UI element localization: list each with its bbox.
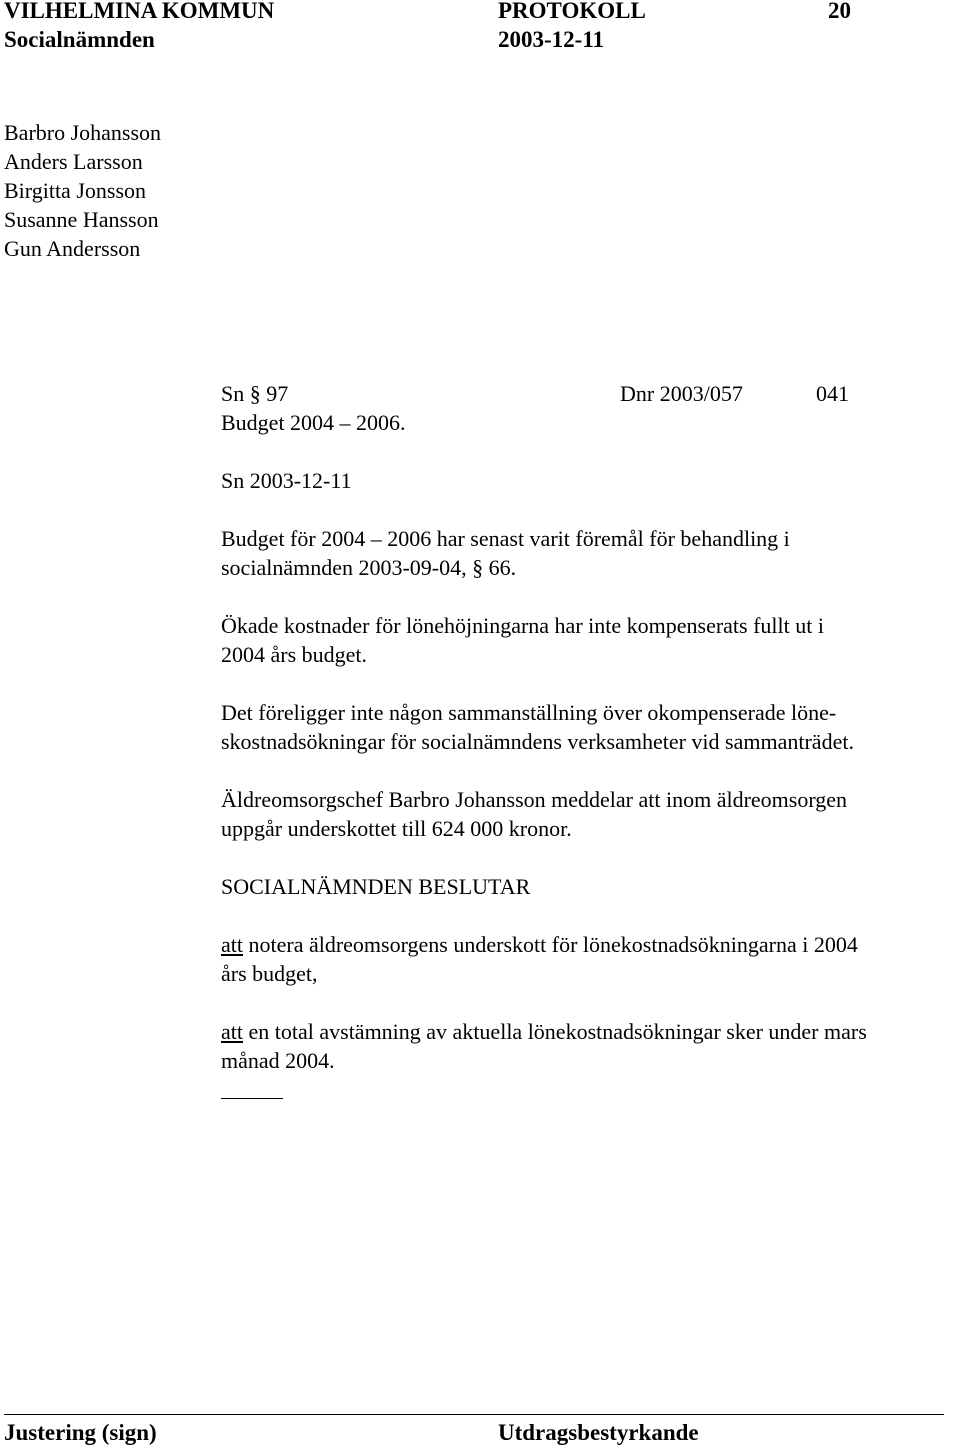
paragraph-line: Äldreomsorgschef Barbro Johansson meddelar att inom äldreomsorgen bbox=[221, 787, 848, 812]
section-symbol: § bbox=[249, 381, 261, 406]
att-word: att bbox=[221, 1019, 243, 1044]
decision-line bbox=[221, 1017, 867, 1046]
case-title: Budget 2004 – 2006. bbox=[221, 410, 406, 435]
document-type: PROTOKOLL bbox=[498, 0, 646, 23]
paragraph-1 bbox=[221, 524, 790, 582]
case-sn-label: Sn bbox=[221, 381, 245, 406]
decision-text: en total avstämning av aktuella lönekostnadsökningar sker under mars bbox=[248, 1019, 867, 1044]
footer-justering: Justering (sign) bbox=[4, 1420, 157, 1445]
paragraph-line: Ökade kostnader för lönehöjningarna har inte kompenserats fullt ut i bbox=[221, 613, 824, 638]
paragraph-3 bbox=[221, 698, 854, 756]
paragraph-line: 2004 års budget. bbox=[221, 642, 368, 667]
case-section-number: 97 bbox=[266, 381, 289, 406]
attendee-name: Gun Andersson bbox=[4, 236, 141, 261]
meeting-date: 2003-12-11 bbox=[498, 27, 605, 52]
decision-text: notera äldreomsorgens underskott för lönekostnadsökningarna i 2004 bbox=[248, 932, 858, 957]
paragraph-line: skostnadsökningar för socialnämndens verksamheter vid sammanträdet. bbox=[221, 729, 854, 754]
attendee-list bbox=[4, 118, 161, 263]
section-symbol: § bbox=[472, 555, 484, 580]
case-dnr: Dnr 2003/057 bbox=[620, 381, 743, 406]
paragraph-line: Det föreligger inte någon sammanställning över okompenserade löne- bbox=[221, 700, 837, 725]
decision-line: års budget, bbox=[221, 961, 318, 986]
section-end-rule bbox=[221, 1098, 283, 1099]
paragraph-line: Budget för 2004 – 2006 har senast varit föremål för behandling i bbox=[221, 526, 790, 551]
decision-item-1 bbox=[221, 930, 858, 988]
footer-utdrag: Utdragsbestyrkande bbox=[498, 1420, 699, 1445]
paragraph-text: socialnämnden 2003-09-04, bbox=[221, 555, 467, 580]
att-word: att bbox=[221, 932, 243, 957]
paragraph-line: uppgår underskottet till 624 000 kronor. bbox=[221, 816, 572, 841]
case-section bbox=[221, 379, 288, 408]
paragraph-2 bbox=[221, 611, 824, 669]
attendee-name: Susanne Hansson bbox=[4, 207, 159, 232]
attendee-name: Barbro Johansson bbox=[4, 120, 162, 145]
decision-line bbox=[221, 930, 858, 959]
decision-heading: SOCIALNÄMNDEN BESLUTAR bbox=[221, 874, 531, 899]
committee-name: Socialnämnden bbox=[4, 27, 155, 52]
paragraph-text: 66. bbox=[488, 555, 517, 580]
footer-rule bbox=[4, 1414, 944, 1415]
case-dnr-code: 041 bbox=[816, 381, 849, 406]
attendee-name: Birgitta Jonsson bbox=[4, 178, 147, 203]
page-number: 20 bbox=[828, 0, 851, 23]
decision-line: månad 2004. bbox=[221, 1048, 335, 1073]
attendee-name: Anders Larsson bbox=[4, 149, 143, 174]
municipality-name: VILHELMINA KOMMUN bbox=[4, 0, 275, 23]
session-line: Sn 2003-12-11 bbox=[221, 468, 352, 493]
decision-item-2 bbox=[221, 1017, 867, 1075]
paragraph-4 bbox=[221, 785, 847, 843]
paragraph-line bbox=[221, 553, 790, 582]
